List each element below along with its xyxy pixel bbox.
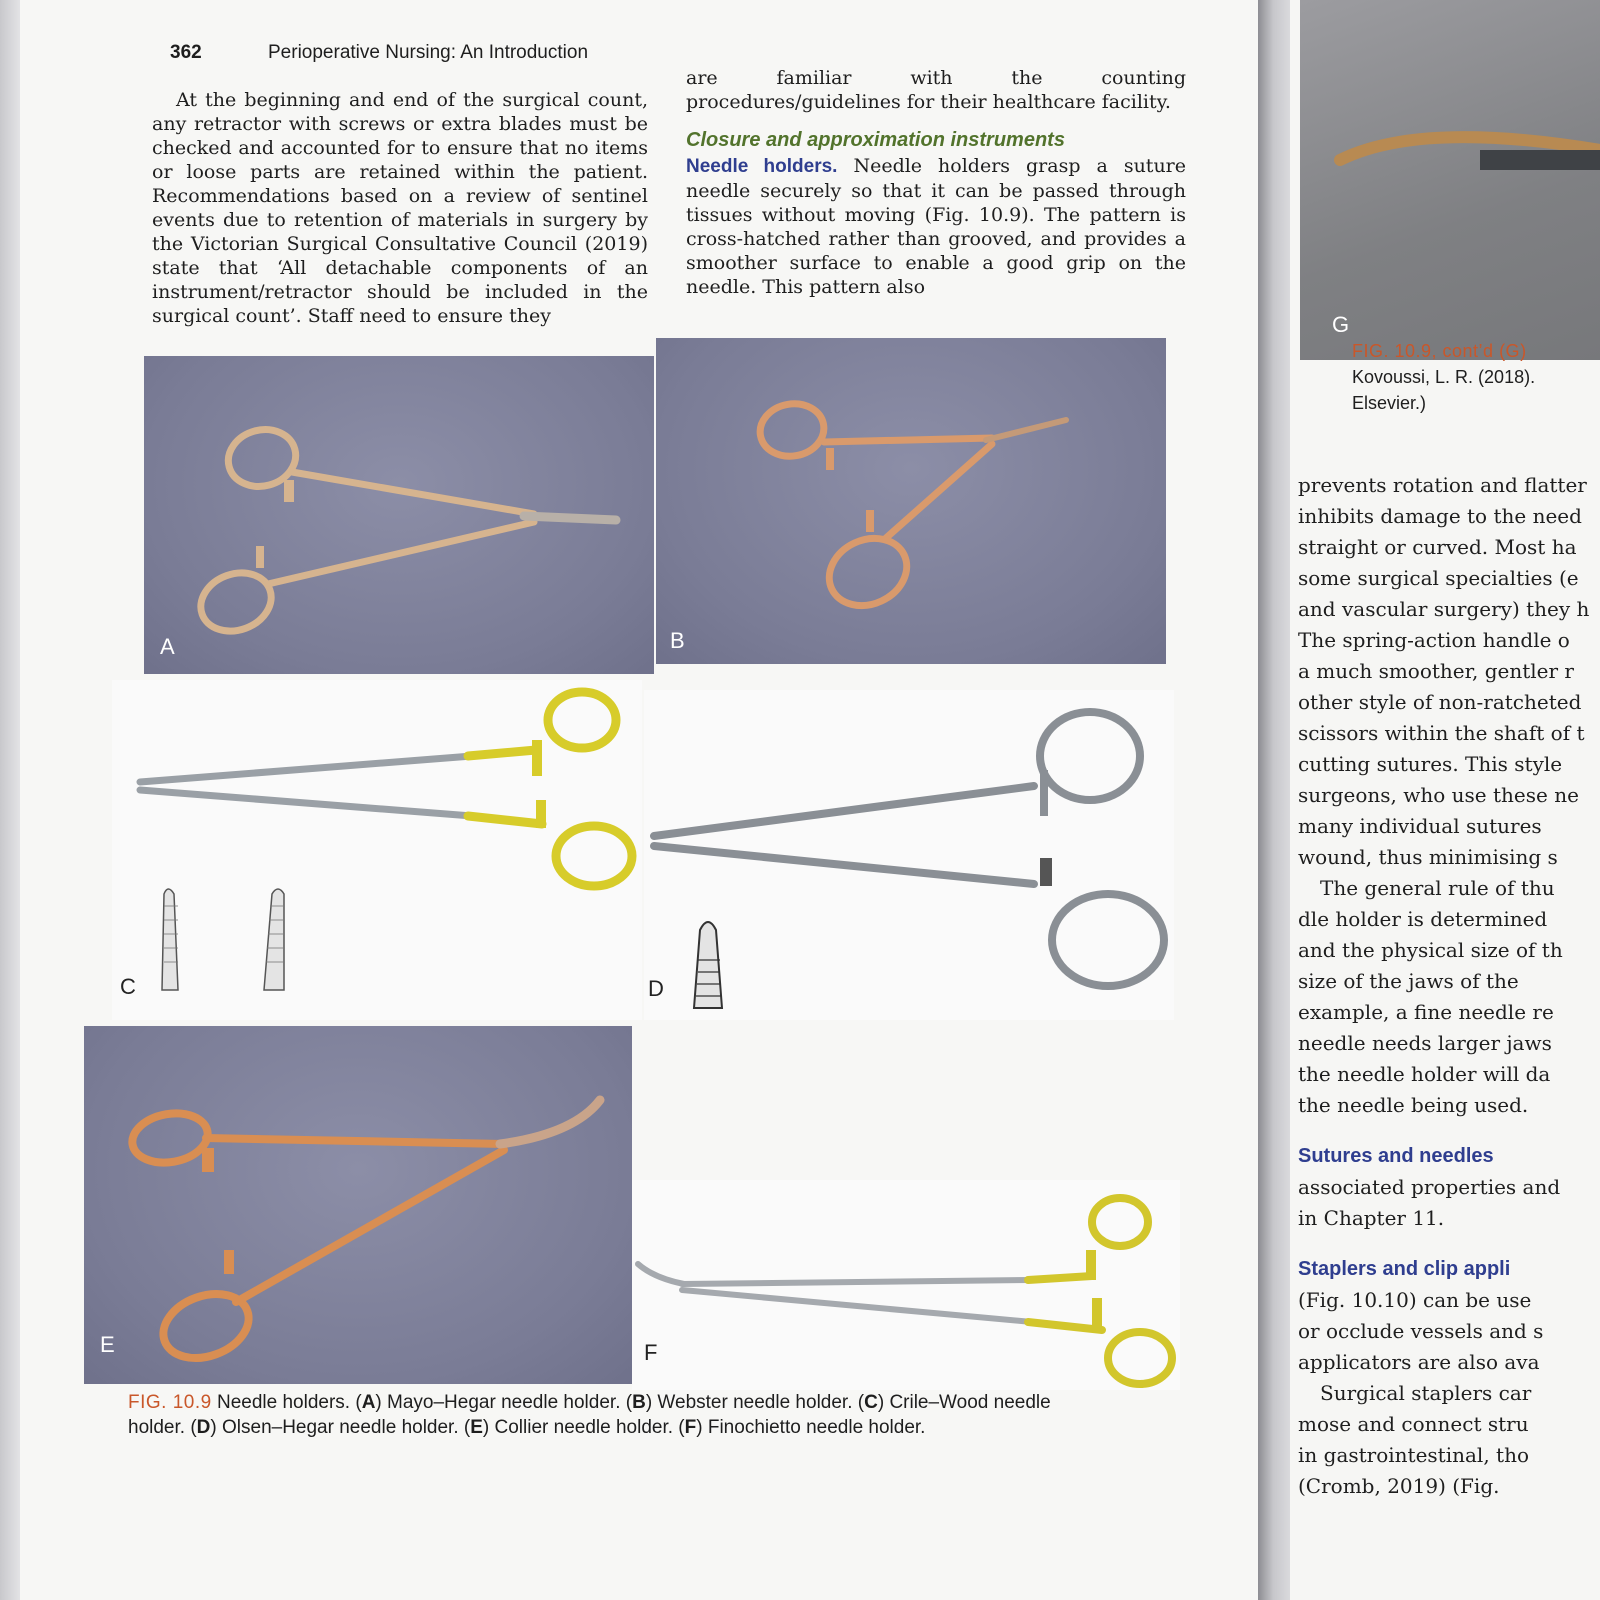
text-line: prevents rotation and flatter [1298, 473, 1587, 497]
text-line: many individual sutures [1298, 814, 1542, 838]
right-book-page [1290, 0, 1600, 1600]
text-line: example, a fine needle re [1298, 1000, 1554, 1024]
figure-panel-g-photo [1300, 0, 1600, 360]
figure-panel-e-photo [84, 1026, 632, 1384]
book-gutter [1258, 0, 1292, 1600]
needle-holder-f-illustration [632, 1180, 1180, 1390]
text-line: or occlude vessels and s [1298, 1319, 1544, 1343]
needle-holder-b-illustration [656, 338, 1166, 664]
text-line: associated properties and [1298, 1175, 1561, 1199]
panel-label-d: D [648, 976, 664, 1001]
instrument-g-illustration [1300, 0, 1600, 360]
right-text-column [686, 66, 1186, 299]
text-line: a much smoother, gentler r [1298, 659, 1574, 683]
needle-holder-c-illustration [112, 680, 642, 1020]
caption-letter-d: D [196, 1417, 211, 1438]
fig-label: FIG. 10.9 [128, 1392, 212, 1413]
needle-holders-paragraph [686, 154, 1186, 299]
sutures-heading: Sutures and needles [1298, 1145, 1494, 1167]
runin-heading: Needle holders. [686, 156, 838, 177]
text-line: surgeons, who use these ne [1298, 783, 1579, 807]
continuation-paragraph: are familiar with the counting procedures/guidelines for their healthcare facility. [686, 67, 1186, 113]
text-line: and vascular surgery) they h [1298, 597, 1590, 621]
text-line: wound, thus minimising s [1298, 845, 1558, 869]
text-line: mose and connect stru [1298, 1412, 1529, 1436]
continued-caption-line: Elsevier.) [1352, 393, 1427, 413]
text-line: Surgical staplers car [1320, 1381, 1532, 1405]
caption-part-e: Collier needle holder. [494, 1417, 674, 1438]
text-line: in gastrointestinal, tho [1298, 1443, 1529, 1467]
text-line: the needle holder will da [1298, 1062, 1551, 1086]
figure-caption: FIG. 10.9 Needle holders. (A) Mayo–Hegar needle holder. (B) Webster needle holder. (C) Crile–Wood needle holder. (D) Olsen–Hegar needle holder. (E) Collier needle holder. (F) Finochietto needle holder. [128, 1392, 1051, 1438]
needle-holder-e-illustration [84, 1026, 632, 1384]
panel-label-c: C [120, 974, 136, 999]
caption-letter-e: E [470, 1417, 483, 1438]
text-line: the needle being used. [1298, 1093, 1529, 1117]
figure-continued-caption [1352, 338, 1600, 416]
text-line: (Cromb, 2019) (Fig. [1298, 1474, 1500, 1498]
caption-part-b: Webster needle holder. [657, 1392, 853, 1413]
caption-part-f: Finochietto needle holder. [707, 1417, 926, 1438]
continued-caption-line: FIG. 10.9, cont’d (G) [1352, 341, 1527, 361]
caption-lead: Needle holders. [216, 1392, 351, 1413]
left-text-column [152, 88, 648, 328]
continued-caption-line: Kovoussi, L. R. (2018). [1352, 367, 1536, 387]
page-number: 362 [170, 42, 202, 63]
caption-part-a: Mayo–Hegar needle holder. [387, 1392, 621, 1413]
text-line: The general rule of thu [1320, 876, 1555, 900]
text-line: size of the jaws of the [1298, 969, 1519, 993]
panel-label-a: A [160, 634, 175, 659]
running-title: Perioperative Nursing: An Introduction [268, 42, 589, 63]
text-line: The spring-action handle o [1298, 628, 1570, 652]
panel-label-f: F [644, 1340, 658, 1365]
text-line: (Fig. 10.10) can be use [1298, 1288, 1532, 1312]
figure-panel-a-photo [144, 356, 654, 674]
text-line: scissors within the shaft of t [1298, 721, 1585, 745]
right-page-text [1298, 470, 1600, 1502]
needle-holders-text: Needle holders grasp a suture needle securely so that it can be passed through tissues without moving (Fig. 10.9). The pattern is cross-hatched rather than grooved, and provides a smoother surface to enable a good grip on the needle. This pattern also [686, 155, 1187, 298]
figure-panel-c [112, 680, 642, 1020]
panel-label-b: B [670, 628, 685, 653]
caption-letter-a: A [361, 1392, 376, 1413]
text-line: cutting sutures. This style [1298, 752, 1563, 776]
text-line: needle needs larger jaws [1298, 1031, 1552, 1055]
text-line: and the physical size of th [1298, 938, 1563, 962]
caption-letter-b: B [632, 1392, 646, 1413]
caption-part-c: Crile–Wood needle holder. [128, 1392, 1051, 1438]
panel-label-g: G [1332, 312, 1350, 337]
text-line: inhibits damage to the need [1298, 504, 1582, 528]
panel-label-e: E [100, 1332, 115, 1357]
figure-panel-f [632, 1180, 1180, 1390]
caption-letter-c: C [864, 1392, 878, 1413]
figure-panel-b-photo [656, 338, 1166, 664]
needle-holder-d-illustration [644, 690, 1174, 1020]
body-paragraph: At the beginning and end of the surgical count, any retractor with screws or extra blades must be checked and accounted for to ensure that no items or loose parts are retained within the patient. Recommendations based on a review of sentinel events due to retention of materials in surgery by the Victorian Surgical Consultative Council (2019) state that ‘All detachable components of an instrument/retractor should be included in the surgical count’. Staff need to ensure they [152, 89, 648, 327]
text-line: in Chapter 11. [1298, 1206, 1445, 1230]
text-line: some surgical specialties (e [1298, 566, 1579, 590]
caption-letter-f: F [684, 1417, 697, 1438]
needle-holder-a-illustration [144, 356, 654, 674]
caption-part-d: Olsen–Hegar needle holder. [222, 1417, 459, 1438]
text-line: dle holder is determined [1298, 907, 1548, 931]
text-line: straight or curved. Most ha [1298, 535, 1577, 559]
staplers-heading: Staplers and clip appli [1298, 1258, 1511, 1280]
text-line: other style of non-ratcheted [1298, 690, 1582, 714]
text-line: applicators are also ava [1298, 1350, 1540, 1374]
figure-panel-d [644, 690, 1174, 1020]
section-heading: Closure and approximation instruments [686, 129, 1065, 151]
